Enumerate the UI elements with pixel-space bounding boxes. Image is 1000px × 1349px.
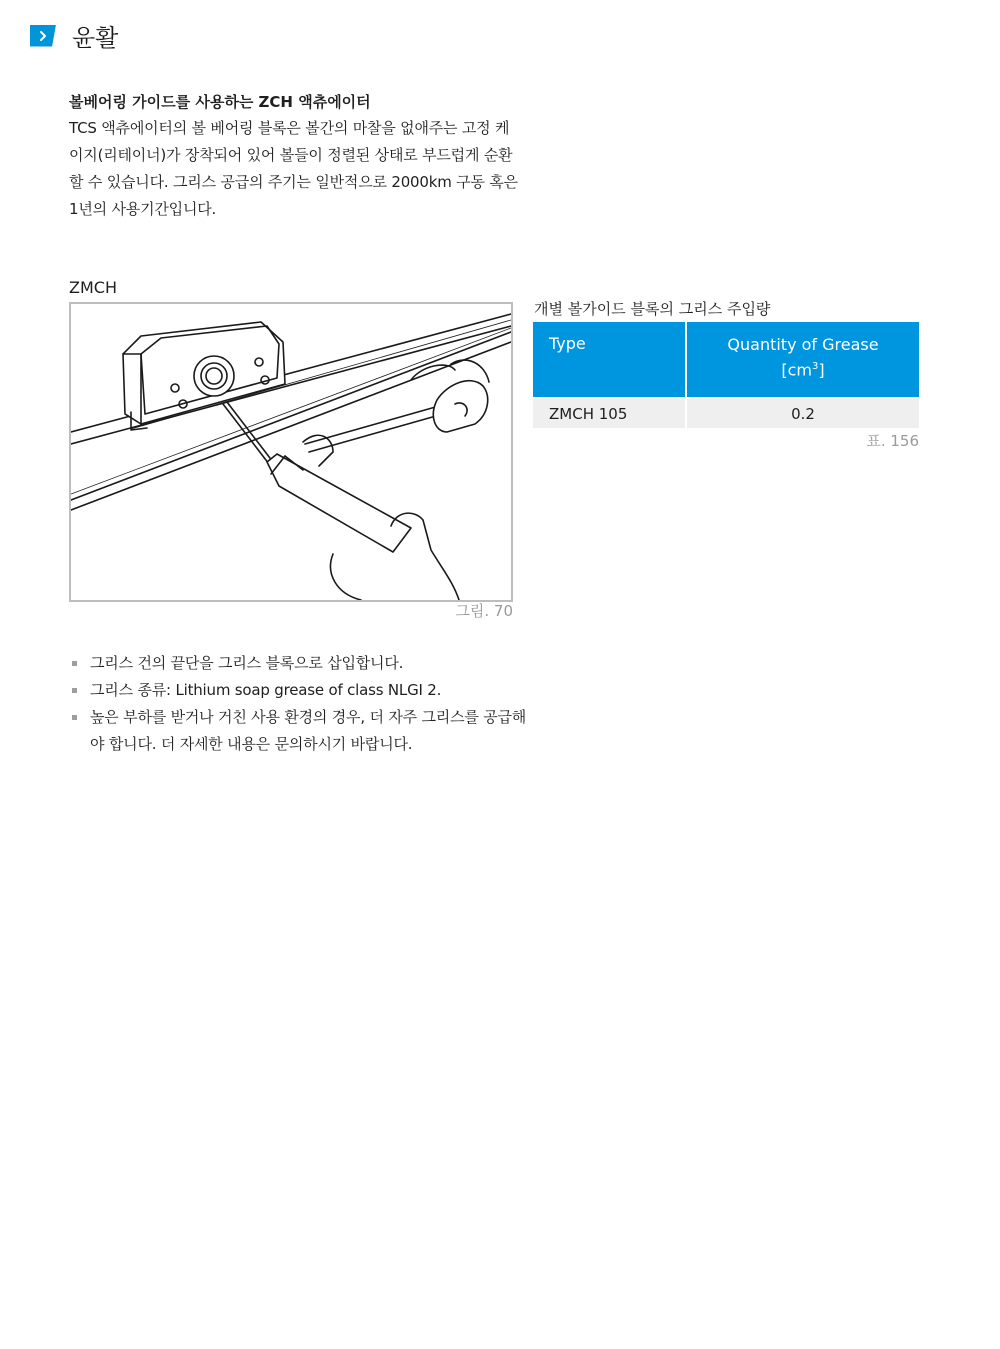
cell-type: ZMCH 105: [533, 398, 686, 428]
list-item: 그리스 건의 끝단을 그리스 블록으로 삽입합니다.: [69, 650, 529, 677]
column-header-type: Type: [533, 322, 686, 398]
page-title: 윤활: [72, 24, 119, 52]
table-caption: 표. 156: [866, 432, 919, 450]
table-row: [533, 398, 919, 428]
quantity-header-label: Quantity of Grease: [727, 335, 879, 354]
chevron-right-icon: [30, 25, 56, 47]
grease-quantity-table: [533, 322, 919, 428]
figure-label: ZMCH: [69, 278, 117, 297]
intro-title: 볼베어링 가이드를 사용하는 ZCH 액츄에이터: [69, 93, 371, 111]
unit-suffix: ]: [818, 360, 825, 380]
unit-exponent: 3: [812, 361, 819, 372]
table-title: 개별 볼가이드 블록의 그리스 주입량: [534, 300, 771, 318]
grease-gun-illustration: [69, 302, 513, 602]
section-header: [30, 18, 118, 53]
figure-caption: 그림. 70: [455, 602, 513, 620]
column-header-quantity: [686, 322, 919, 398]
intro-section: [69, 91, 519, 223]
intro-body: TCS 액츄에이터의 볼 베어링 블록은 볼간의 마찰을 없애주는 고정 케이지(리테이너)가 장착되어 있어 볼들이 정렬된 상태로 부드럽게 순환할 수 있습니다. 그리스 공급의 주기는 일반적으로 2000km 구동 혹은 1년의 사용기간입니다.: [69, 119, 518, 218]
list-item: 높은 부하를 받거나 거친 사용 환경의 경우, 더 자주 그리스를 공급해야 합니다. 더 자세한 내용은 문의하시기 바랍니다.: [69, 704, 529, 758]
list-item: 그리스 종류: Lithium soap grease of class NLGI 2.: [69, 677, 529, 704]
instruction-list: [69, 650, 529, 758]
unit-prefix: [cm: [781, 360, 812, 380]
cell-quantity: 0.2: [686, 398, 919, 428]
